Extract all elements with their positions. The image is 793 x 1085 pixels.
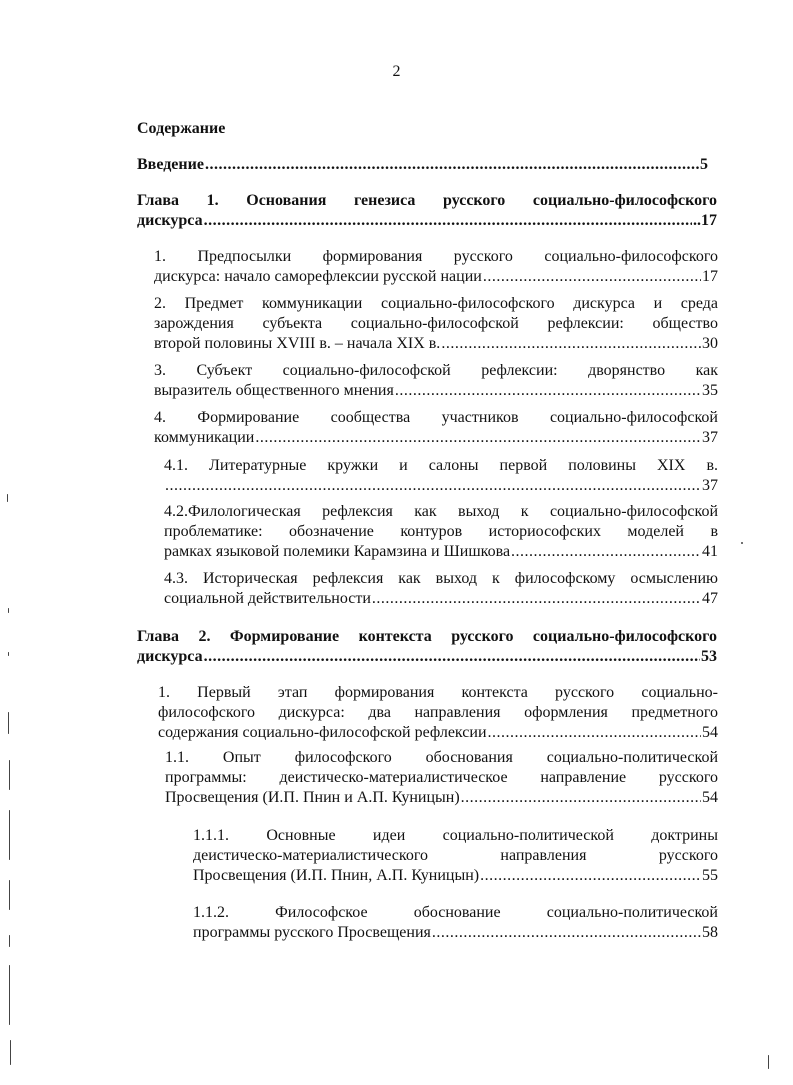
scan-artifact — [8, 712, 9, 734]
toc-entry-label: социальной действительности — [164, 590, 371, 607]
toc-line: 1. Предпосылки формирования русского социально-философского — [154, 248, 718, 265]
toc-line: Глава 1. Основания генезиса русского социально-философского — [137, 192, 717, 209]
toc-line — [164, 589, 718, 609]
toc-line — [154, 381, 718, 401]
toc-line: 3. Субъект социально-философской рефлексии: дворянство как — [154, 362, 718, 379]
toc-line: 1.1. Опыт философского обоснования социально-политической — [165, 749, 718, 766]
page-ref: 58 — [702, 924, 718, 941]
toc-line — [154, 428, 718, 448]
toc-entry-label: содержания социально-философской рефлексии — [158, 724, 487, 741]
toc-entry-label: программы русского Просвещения — [193, 924, 431, 941]
toc-line — [164, 476, 718, 496]
toc-line: деистическо-материалистического направления русского — [193, 847, 718, 864]
toc-entry-1-4[interactable] — [154, 408, 718, 448]
toc-entry-1-4-3[interactable] — [164, 569, 718, 609]
toc-line — [193, 923, 718, 943]
scan-artifact — [741, 542, 743, 544]
page-ref: ..17 — [693, 212, 717, 229]
page-ref: 30 — [702, 335, 718, 352]
scan-artifact — [10, 1040, 11, 1065]
toc-line — [137, 647, 717, 667]
dot-leader — [205, 155, 699, 175]
toc-entry-label: Введение — [137, 156, 204, 173]
toc-entry-chapter-1[interactable] — [137, 191, 717, 231]
toc-entry-1-3[interactable] — [154, 361, 718, 401]
toc-line: 1. Первый этап формирования контекста русского социально- — [158, 684, 718, 701]
toc-line — [154, 267, 718, 287]
dot-leader — [441, 334, 701, 354]
dot-leader — [511, 542, 701, 562]
scan-artifact — [9, 760, 10, 790]
dot-leader — [204, 211, 692, 231]
page-ref: 54 — [702, 789, 718, 806]
dot-leader — [255, 428, 701, 448]
toc-entry-label: дискурса — [137, 648, 203, 665]
scan-artifact — [7, 494, 8, 502]
toc-entry-label: Просвещения (И.П. Пнин, А.П. Куницын) — [193, 867, 480, 884]
toc-line: зарождения субъекта социально-философской рефлексии: общество — [154, 315, 718, 332]
dot-leader — [372, 589, 701, 609]
scan-artifact — [9, 965, 10, 1025]
toc-line — [158, 723, 718, 743]
page-ref: 54 — [702, 724, 718, 741]
toc-entry-2-1-1-2[interactable] — [193, 903, 718, 943]
contents-title: Содержание — [137, 120, 226, 137]
scan-artifact — [8, 608, 9, 613]
toc-entry-label: второй половины XVIII в. – начала XIX в. — [154, 335, 441, 352]
dot-leader — [488, 723, 701, 743]
dot-leader — [461, 788, 701, 808]
toc-entry-label: рамках языковой полемики Карамзина и Шишкова — [164, 543, 511, 560]
scan-artifact — [768, 1055, 769, 1069]
toc-line: 2. Предмет коммуникации социально-философского дискурса и среда — [154, 295, 718, 312]
toc-entry-introduction[interactable] — [137, 155, 708, 175]
toc-line: 4. Формирование сообщества участников социально-философской — [154, 409, 718, 426]
page-ref: 5 — [700, 156, 708, 173]
toc-entry-label: выразитель общественного мнения — [154, 382, 394, 399]
toc-line: философского дискурса: два направления оформления предметного — [158, 704, 718, 721]
page-ref: 41 — [702, 543, 718, 560]
toc-line — [165, 788, 718, 808]
page-ref: 55 — [702, 867, 718, 884]
dot-leader — [204, 647, 700, 667]
scan-artifact — [9, 880, 10, 910]
page-ref: 35 — [702, 382, 718, 399]
toc-line: проблематике: обозначение контуров историософских моделей в — [164, 523, 718, 540]
toc-line — [137, 211, 717, 231]
toc-line — [164, 542, 718, 562]
dot-leader — [480, 866, 701, 886]
toc-line: 4.3. Историческая рефлексия как выход к философскому осмыслению — [164, 570, 718, 587]
toc-line: 1.1.2. Философское обоснование социально-политической — [193, 904, 718, 921]
toc-entry-2-1-1-1[interactable] — [193, 826, 718, 886]
page-ref: 37 — [702, 477, 718, 494]
toc-line: 4.1. Литературные кружки и салоны первой половины XIX в. — [164, 457, 718, 474]
toc-line — [137, 155, 708, 175]
page-number: 2 — [392, 63, 401, 80]
toc-entry-label: Просвещения (И.П. Пнин и А.П. Куницын) — [165, 789, 460, 806]
toc-line: 1.1.1. Основные идеи социально-политической доктрины — [193, 827, 718, 844]
toc-entry-2-1[interactable] — [158, 683, 718, 743]
toc-line — [154, 334, 718, 354]
scan-artifact — [8, 652, 9, 656]
toc-entry-chapter-2[interactable] — [137, 627, 717, 667]
toc-entry-2-1-1[interactable] — [165, 748, 718, 808]
toc-line — [193, 866, 718, 886]
dot-leader — [483, 267, 701, 287]
page-ref: 37 — [702, 429, 718, 446]
toc-entry-1-1[interactable] — [154, 247, 718, 287]
scan-artifact — [9, 810, 10, 860]
toc-entry-1-4-2[interactable] — [164, 502, 718, 562]
page-ref: 47 — [702, 590, 718, 607]
scan-artifact — [9, 935, 10, 947]
dot-leader — [395, 381, 701, 401]
toc-entry-1-2[interactable] — [154, 294, 718, 354]
toc-entry-label: дискурса: начало саморефлексии русской нации — [154, 268, 482, 285]
toc-entry-label: коммуникации — [154, 429, 255, 446]
page-ref: 17 — [702, 268, 718, 285]
toc-line: Глава 2. Формирование контекста русского социально-философского — [137, 628, 717, 645]
page-ref: 53 — [701, 648, 717, 665]
toc-line: программы: деистическо-материалистическое направление русского — [165, 769, 718, 786]
toc-entry-1-4-1[interactable] — [164, 456, 718, 496]
dot-leader — [165, 476, 701, 496]
dot-leader — [432, 923, 701, 943]
toc-entry-label: дискурса — [137, 212, 203, 229]
toc-line: 4.2.Филологическая рефлексия как выход к социально-философской — [164, 503, 718, 520]
